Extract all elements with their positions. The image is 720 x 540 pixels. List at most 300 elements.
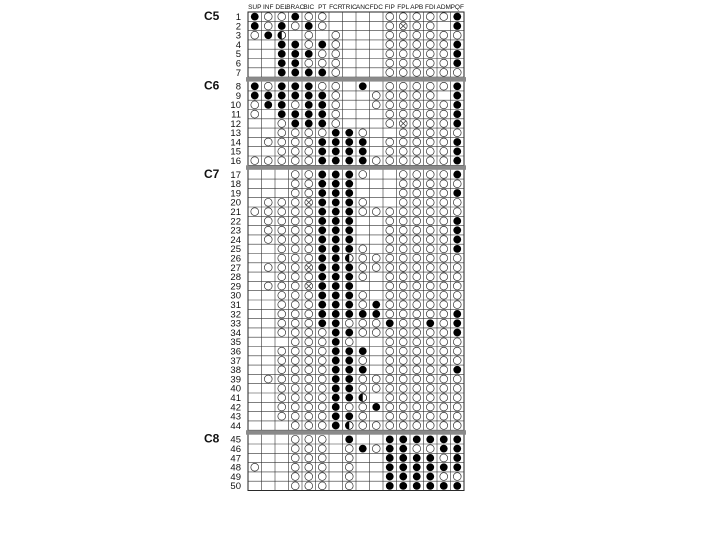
row-number: 48: [230, 462, 241, 474]
open-circle: [426, 208, 434, 216]
open-circle: [251, 463, 259, 471]
open-circle: [399, 282, 407, 290]
open-circle: [453, 254, 461, 262]
open-circle: [278, 208, 286, 216]
open-circle: [291, 273, 299, 281]
filled-circle: [453, 110, 461, 118]
open-circle: [291, 189, 299, 197]
filled-circle: [332, 319, 340, 327]
open-circle: [426, 245, 434, 253]
open-circle: [278, 375, 286, 383]
filled-circle: [345, 301, 353, 309]
open-circle: [453, 282, 461, 290]
open-circle: [399, 41, 407, 49]
group-label-c6: C6: [204, 78, 220, 93]
open-circle: [278, 217, 286, 225]
row-number: 13: [230, 128, 241, 140]
open-circle: [426, 171, 434, 179]
open-circle: [386, 157, 394, 165]
filled-circle: [345, 394, 353, 402]
filled-circle: [318, 254, 326, 262]
filled-circle: [291, 50, 299, 58]
open-circle: [386, 208, 394, 216]
filled-circle: [426, 473, 434, 481]
open-circle: [440, 254, 448, 262]
open-circle: [318, 366, 326, 374]
filled-circle: [345, 291, 353, 299]
open-circle: [291, 217, 299, 225]
filled-circle: [413, 473, 421, 481]
filled-circle: [291, 59, 299, 67]
open-circle: [413, 366, 421, 374]
open-circle: [305, 338, 313, 346]
open-circle: [318, 412, 326, 420]
open-circle: [305, 412, 313, 420]
open-circle: [453, 264, 461, 272]
open-circle: [305, 254, 313, 262]
open-circle: [413, 384, 421, 392]
filled-circle: [453, 92, 461, 100]
half-filled-circle: [278, 31, 286, 39]
open-circle: [413, 50, 421, 58]
filled-circle: [345, 129, 353, 137]
open-circle: [291, 129, 299, 137]
open-circle: [305, 394, 313, 402]
open-circle: [413, 291, 421, 299]
filled-circle: [453, 13, 461, 21]
filled-circle: [332, 310, 340, 318]
open-circle: [386, 226, 394, 234]
open-circle: [413, 41, 421, 49]
open-circle: [386, 375, 394, 383]
row-number: 35: [230, 337, 241, 349]
column-header-apb: APB: [410, 4, 424, 11]
filled-circle: [318, 189, 326, 197]
open-circle: [440, 138, 448, 146]
filled-circle: [332, 357, 340, 365]
open-circle: [305, 59, 313, 67]
filled-circle: [278, 41, 286, 49]
filled-circle: [332, 291, 340, 299]
filled-circle: [345, 329, 353, 337]
open-circle: [305, 291, 313, 299]
filled-circle: [264, 101, 272, 109]
filled-circle: [318, 273, 326, 281]
open-circle: [399, 403, 407, 411]
open-circle: [278, 366, 286, 374]
filled-circle: [278, 82, 286, 90]
open-circle: [440, 180, 448, 188]
filled-circle: [332, 129, 340, 137]
open-circle: [291, 22, 299, 30]
open-circle: [264, 198, 272, 206]
open-circle: [305, 31, 313, 39]
open-circle: [318, 338, 326, 346]
filled-circle: [453, 435, 461, 443]
open-circle: [386, 110, 394, 118]
open-circle: [413, 69, 421, 77]
open-circle: [426, 69, 434, 77]
filled-circle: [332, 347, 340, 355]
row-number: 45: [230, 434, 241, 446]
open-circle: [318, 422, 326, 430]
row-number: 9: [235, 90, 241, 102]
open-circle: [386, 384, 394, 392]
open-circle: [399, 59, 407, 67]
row-number: 49: [230, 471, 241, 483]
open-circle: [413, 59, 421, 67]
open-circle: [453, 347, 461, 355]
filled-circle: [453, 454, 461, 462]
crossed-circle: [399, 120, 407, 128]
open-circle: [426, 422, 434, 430]
open-circle: [386, 301, 394, 309]
open-circle: [251, 110, 259, 118]
open-circle: [291, 435, 299, 443]
open-circle: [440, 338, 448, 346]
open-circle: [413, 189, 421, 197]
open-circle: [413, 319, 421, 327]
filled-circle: [251, 13, 259, 21]
open-circle: [278, 129, 286, 137]
open-circle: [440, 13, 448, 21]
open-circle: [453, 412, 461, 420]
open-circle: [359, 319, 367, 327]
filled-circle: [332, 254, 340, 262]
filled-circle: [291, 13, 299, 21]
open-circle: [440, 226, 448, 234]
open-circle: [440, 291, 448, 299]
filled-circle: [345, 245, 353, 253]
open-circle: [386, 291, 394, 299]
filled-circle: [345, 282, 353, 290]
open-circle: [359, 245, 367, 253]
open-circle: [386, 394, 394, 402]
open-circle: [413, 310, 421, 318]
filled-circle: [453, 22, 461, 30]
crossed-circle: [305, 264, 313, 272]
open-circle: [372, 92, 380, 100]
open-circle: [291, 347, 299, 355]
open-circle: [264, 22, 272, 30]
open-circle: [426, 138, 434, 146]
open-circle: [440, 310, 448, 318]
filled-circle: [278, 101, 286, 109]
filled-circle: [345, 198, 353, 206]
filled-circle: [399, 454, 407, 462]
open-circle: [305, 236, 313, 244]
filled-circle: [318, 110, 326, 118]
open-circle: [318, 59, 326, 67]
open-circle: [413, 282, 421, 290]
filled-circle: [453, 226, 461, 234]
open-circle: [291, 403, 299, 411]
open-circle: [440, 50, 448, 58]
open-circle: [291, 384, 299, 392]
open-circle: [305, 171, 313, 179]
group-label-c5: C5: [204, 9, 220, 23]
open-circle: [440, 120, 448, 128]
open-circle: [399, 412, 407, 420]
open-circle: [359, 357, 367, 365]
open-circle: [278, 357, 286, 365]
open-circle: [413, 110, 421, 118]
open-circle: [399, 357, 407, 365]
open-circle: [399, 180, 407, 188]
row-number: 15: [230, 146, 241, 158]
open-circle: [413, 394, 421, 402]
open-circle: [278, 236, 286, 244]
filled-circle: [318, 236, 326, 244]
row-number: 5: [235, 49, 241, 61]
filled-circle: [359, 347, 367, 355]
row-number: 22: [230, 216, 241, 228]
open-circle: [291, 180, 299, 188]
filled-circle: [291, 82, 299, 90]
row-number: 8: [235, 81, 241, 93]
filled-circle: [332, 189, 340, 197]
filled-circle: [453, 138, 461, 146]
open-circle: [291, 445, 299, 453]
filled-circle: [372, 310, 380, 318]
open-circle: [278, 301, 286, 309]
open-circle: [291, 357, 299, 365]
open-circle: [372, 101, 380, 109]
open-circle: [386, 138, 394, 146]
filled-circle: [332, 171, 340, 179]
open-circle: [399, 264, 407, 272]
open-circle: [413, 82, 421, 90]
open-circle: [251, 208, 259, 216]
open-circle: [399, 245, 407, 253]
row-number: 34: [230, 327, 241, 339]
open-circle: [291, 463, 299, 471]
open-circle: [386, 22, 394, 30]
open-circle: [359, 264, 367, 272]
filled-circle: [305, 92, 313, 100]
open-circle: [440, 264, 448, 272]
open-circle: [386, 101, 394, 109]
open-circle: [399, 384, 407, 392]
open-circle: [318, 347, 326, 355]
open-circle: [413, 138, 421, 146]
filled-circle: [332, 147, 340, 155]
filled-circle: [345, 236, 353, 244]
open-circle: [426, 226, 434, 234]
open-circle: [318, 403, 326, 411]
open-circle: [359, 375, 367, 383]
open-circle: [332, 101, 340, 109]
open-circle: [345, 482, 353, 490]
filled-circle: [332, 403, 340, 411]
filled-circle: [318, 319, 326, 327]
row-number: 33: [230, 318, 241, 330]
filled-circle: [453, 329, 461, 337]
crossed-circle: [399, 22, 407, 30]
open-circle: [399, 31, 407, 39]
open-circle: [399, 92, 407, 100]
open-circle: [318, 329, 326, 337]
filled-circle: [318, 208, 326, 216]
open-circle: [440, 422, 448, 430]
open-circle: [413, 13, 421, 21]
open-circle: [426, 110, 434, 118]
filled-circle: [426, 454, 434, 462]
crossed-circle: [305, 198, 313, 206]
filled-circle: [345, 157, 353, 165]
open-circle: [264, 13, 272, 21]
open-circle: [251, 101, 259, 109]
open-circle: [413, 403, 421, 411]
open-circle: [305, 375, 313, 383]
filled-circle: [332, 208, 340, 216]
open-circle: [399, 329, 407, 337]
open-circle: [413, 301, 421, 309]
filled-circle: [318, 217, 326, 225]
open-circle: [440, 171, 448, 179]
open-circle: [318, 482, 326, 490]
open-circle: [440, 403, 448, 411]
row-number: 32: [230, 309, 241, 321]
filled-circle: [278, 59, 286, 67]
open-circle: [426, 41, 434, 49]
open-circle: [332, 50, 340, 58]
filled-circle: [291, 120, 299, 128]
open-circle: [413, 147, 421, 155]
open-circle: [426, 357, 434, 365]
filled-circle: [440, 435, 448, 443]
open-circle: [278, 291, 286, 299]
open-circle: [305, 445, 313, 453]
open-circle: [440, 59, 448, 67]
open-circle: [413, 347, 421, 355]
open-circle: [399, 347, 407, 355]
row-number: 27: [230, 262, 241, 274]
filled-circle: [318, 157, 326, 165]
filled-circle: [453, 82, 461, 90]
open-circle: [386, 282, 394, 290]
open-circle: [440, 319, 448, 327]
open-circle: [305, 463, 313, 471]
filled-circle: [318, 198, 326, 206]
open-circle: [305, 129, 313, 137]
filled-circle: [453, 189, 461, 197]
open-circle: [332, 69, 340, 77]
open-circle: [426, 384, 434, 392]
filled-circle: [305, 69, 313, 77]
open-circle: [305, 347, 313, 355]
filled-circle: [386, 445, 394, 453]
filled-circle: [318, 69, 326, 77]
open-circle: [399, 147, 407, 155]
filled-circle: [305, 82, 313, 90]
open-circle: [345, 463, 353, 471]
open-circle: [386, 310, 394, 318]
open-circle: [345, 319, 353, 327]
open-circle: [440, 273, 448, 281]
row-number: 12: [230, 118, 241, 130]
open-circle: [278, 412, 286, 420]
open-circle: [345, 445, 353, 453]
row-number: 28: [230, 272, 241, 284]
open-circle: [440, 129, 448, 137]
open-circle: [305, 422, 313, 430]
open-circle: [399, 13, 407, 21]
open-circle: [453, 273, 461, 281]
filled-circle: [332, 301, 340, 309]
open-circle: [305, 482, 313, 490]
open-circle: [399, 422, 407, 430]
filled-circle: [332, 217, 340, 225]
open-circle: [440, 41, 448, 49]
open-circle: [413, 92, 421, 100]
open-circle: [291, 291, 299, 299]
open-circle: [291, 366, 299, 374]
open-circle: [426, 59, 434, 67]
open-circle: [413, 338, 421, 346]
open-circle: [305, 301, 313, 309]
filled-circle: [305, 120, 313, 128]
row-number: 3: [235, 30, 241, 42]
row-number: 4: [235, 39, 241, 51]
open-circle: [318, 394, 326, 402]
open-circle: [413, 254, 421, 262]
filled-circle: [453, 147, 461, 155]
filled-circle: [318, 92, 326, 100]
filled-circle: [413, 435, 421, 443]
filled-circle: [264, 92, 272, 100]
filled-circle: [440, 482, 448, 490]
filled-circle: [251, 82, 259, 90]
filled-circle: [453, 59, 461, 67]
open-circle: [426, 180, 434, 188]
row-number: 20: [230, 197, 241, 209]
half-filled-circle: [345, 422, 353, 430]
crossed-circle: [305, 282, 313, 290]
filled-circle: [318, 245, 326, 253]
open-circle: [318, 435, 326, 443]
open-circle: [413, 236, 421, 244]
open-circle: [359, 291, 367, 299]
open-circle: [359, 412, 367, 420]
filled-circle: [332, 273, 340, 281]
open-circle: [399, 394, 407, 402]
open-circle: [440, 147, 448, 155]
open-circle: [426, 403, 434, 411]
open-circle: [426, 282, 434, 290]
open-circle: [318, 82, 326, 90]
open-circle: [278, 329, 286, 337]
filled-circle: [318, 301, 326, 309]
open-circle: [372, 319, 380, 327]
open-circle: [291, 473, 299, 481]
filled-circle: [453, 319, 461, 327]
filled-circle: [318, 180, 326, 188]
filled-circle: [386, 319, 394, 327]
open-circle: [426, 394, 434, 402]
open-circle: [453, 357, 461, 365]
open-circle: [264, 264, 272, 272]
filled-circle: [453, 445, 461, 453]
open-circle: [386, 236, 394, 244]
open-circle: [426, 31, 434, 39]
filled-circle: [318, 171, 326, 179]
open-circle: [399, 273, 407, 281]
open-circle: [386, 264, 394, 272]
row-number: 44: [230, 420, 241, 432]
open-circle: [426, 50, 434, 58]
open-circle: [264, 157, 272, 165]
